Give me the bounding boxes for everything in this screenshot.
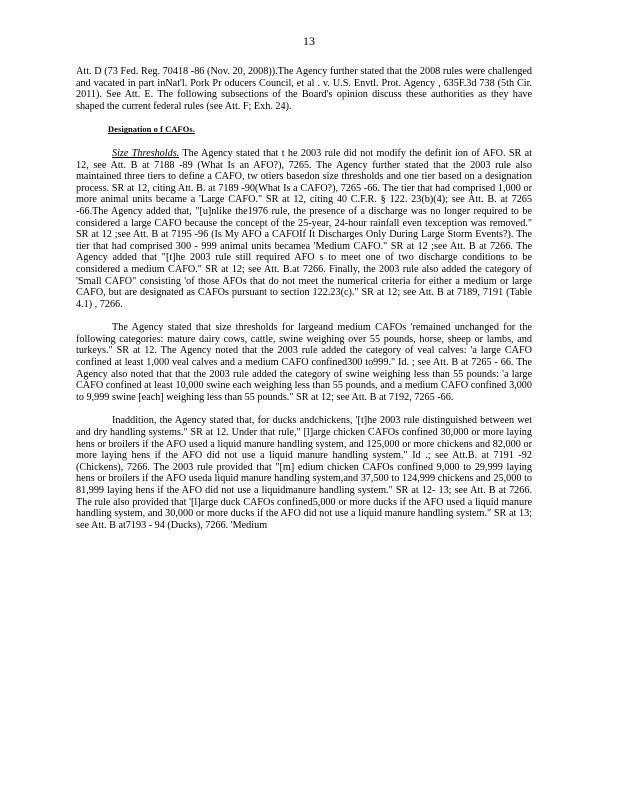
document-body [76, 66, 532, 531]
paragraph-veal-swine: The Agency stated that size thresholds for largeand medium CAFOs 'remained unchanged for the following categories: mature dairy cows, cattle, swine weighing over 55 pounds, horse, sheep or lambs, and turkeys." SR at 12. The Agency noted that the 2003 rule added the category of veal calves: 'a large CAFO confined at least 1,000 veal calves and a medium CAFO confined300 to999." Id. ; see Att. B at 7265 - 66. The Agency also noted that that the 2003 rule added the category of swine weighing less than 55 pounds: 'a large CAFO confined at least 10,000 swine each weighing less than 55 pounds, and a medium CAFO confined 3,000 to 9,999 swine [each] weighing less than 55 pounds." SR at 12; see Att. B at 7192, 7265 -66. [76, 322, 532, 403]
run-in-heading: Size Thresholds. [112, 147, 180, 159]
section-heading: Designation o f CAFOs. [108, 125, 195, 135]
paragraph-text: The Agency stated that t he 2003 rule did not modify the definit ion of AFO. SR at 12, see Att. B at 7188 -89 (What Is an AFO?), 7265. The Agency further stated that the 2003 rule also maintained three tiers to define a CAFO, tw otiers basedon size thresholds and one tier based on a designation process. SR at 12, citing Att. B. at 7189 -90(What Is a CAFO?), 7265 -66. The tier that had comprised 1,000 or more animal units became a 'Large CAFO." SR at 12, citing 40 C.F.R. § 122. 23(b)(4); see Att. B. at 7265 -66.The Agency added that, "[u]nlike the1976 rule, the presence of a discharge was no longer required to be considered a large CAFO because the concept of the 25-year, 24-hour rainfall even texception was removed." SR at 12 ;see Att. B at 7195 -96 (Is My AFO a CAFOIf It Discharges Only During Large Storm Events?). The tier that had comprised 300 - 999 animal units becamea 'Medium CAFO." SR at 12 ;see Att. B at 7266. The Agency added that "[t]he 2003 rule still required AFO s to meet one of two discharge conditions to be considered a medium CAFO." SR at 12; see Att. B.at 7266. Finally, the 2003 rule also added the category of 'Small CAFO" consisting 'of those AFOs that do not meet the numerical criteria for either a medium or large CAFO, but are designated as CAFOs pursuant to section 122.23(c)." SR at 12; see Att. B at 7189, 7191 (Table 4.1) , 7266. [76, 147, 533, 310]
paragraph-continuation: Att. D (73 Fed. Reg. 70418 -86 (Nov. 20, 2008)).The Agency further stated that the 2008 rules were challenged and vacated in part inNat'l. Pork Pr oducers Council, et al . v. U.S. Envtl. Prot. Agency , 635F.3d 738 (5th Cir. 2011). See Att. E. The following subsections of the Board's opinion discuss these authorities as they have shaped the current federal rules (see Att. F; Exh. 24). [76, 66, 532, 112]
page-number: 13 [303, 34, 315, 48]
paragraph-size-thresholds [76, 148, 532, 310]
paragraph-ducks-chickens: Inaddition, the Agency stated that, for ducks andchickens, '[t]he 2003 rule distinguished between wet and dry handling systems." SR at 12. Under that rule," [l]arge chicken CAFOs confined 30,000 or more laying hens or broilers if the AFO used a liquid manure handling system, and 125,000 or more chickens and 82,000 or more laying hens if the AFO did not use a liquid manure handling system." Id .; see Att.B. at 7191 -92 (Chickens), 7266. The 2003 rule provided that "[m] edium chicken CAFOs confined 9,000 to 29,999 laying hens or broilers if the AFO useda liquid manure handling system,and 37,500 to 124,999 chickens and 25,000 to 81,999 laying hens if the AFO did not use a liquidmanure handling system." SR at 12- 13; see Att. B at 7266. The rule also provided that '[l]arge duck CAFOs confined5,000 or more ducks if the AFO used a liquid manure handling system, and 30,000 or more ducks if the AFO did not use a liquid manure handling system." SR at 13; see Att. B at7193 - 94 (Ducks), 7266. 'Medium [76, 415, 532, 531]
